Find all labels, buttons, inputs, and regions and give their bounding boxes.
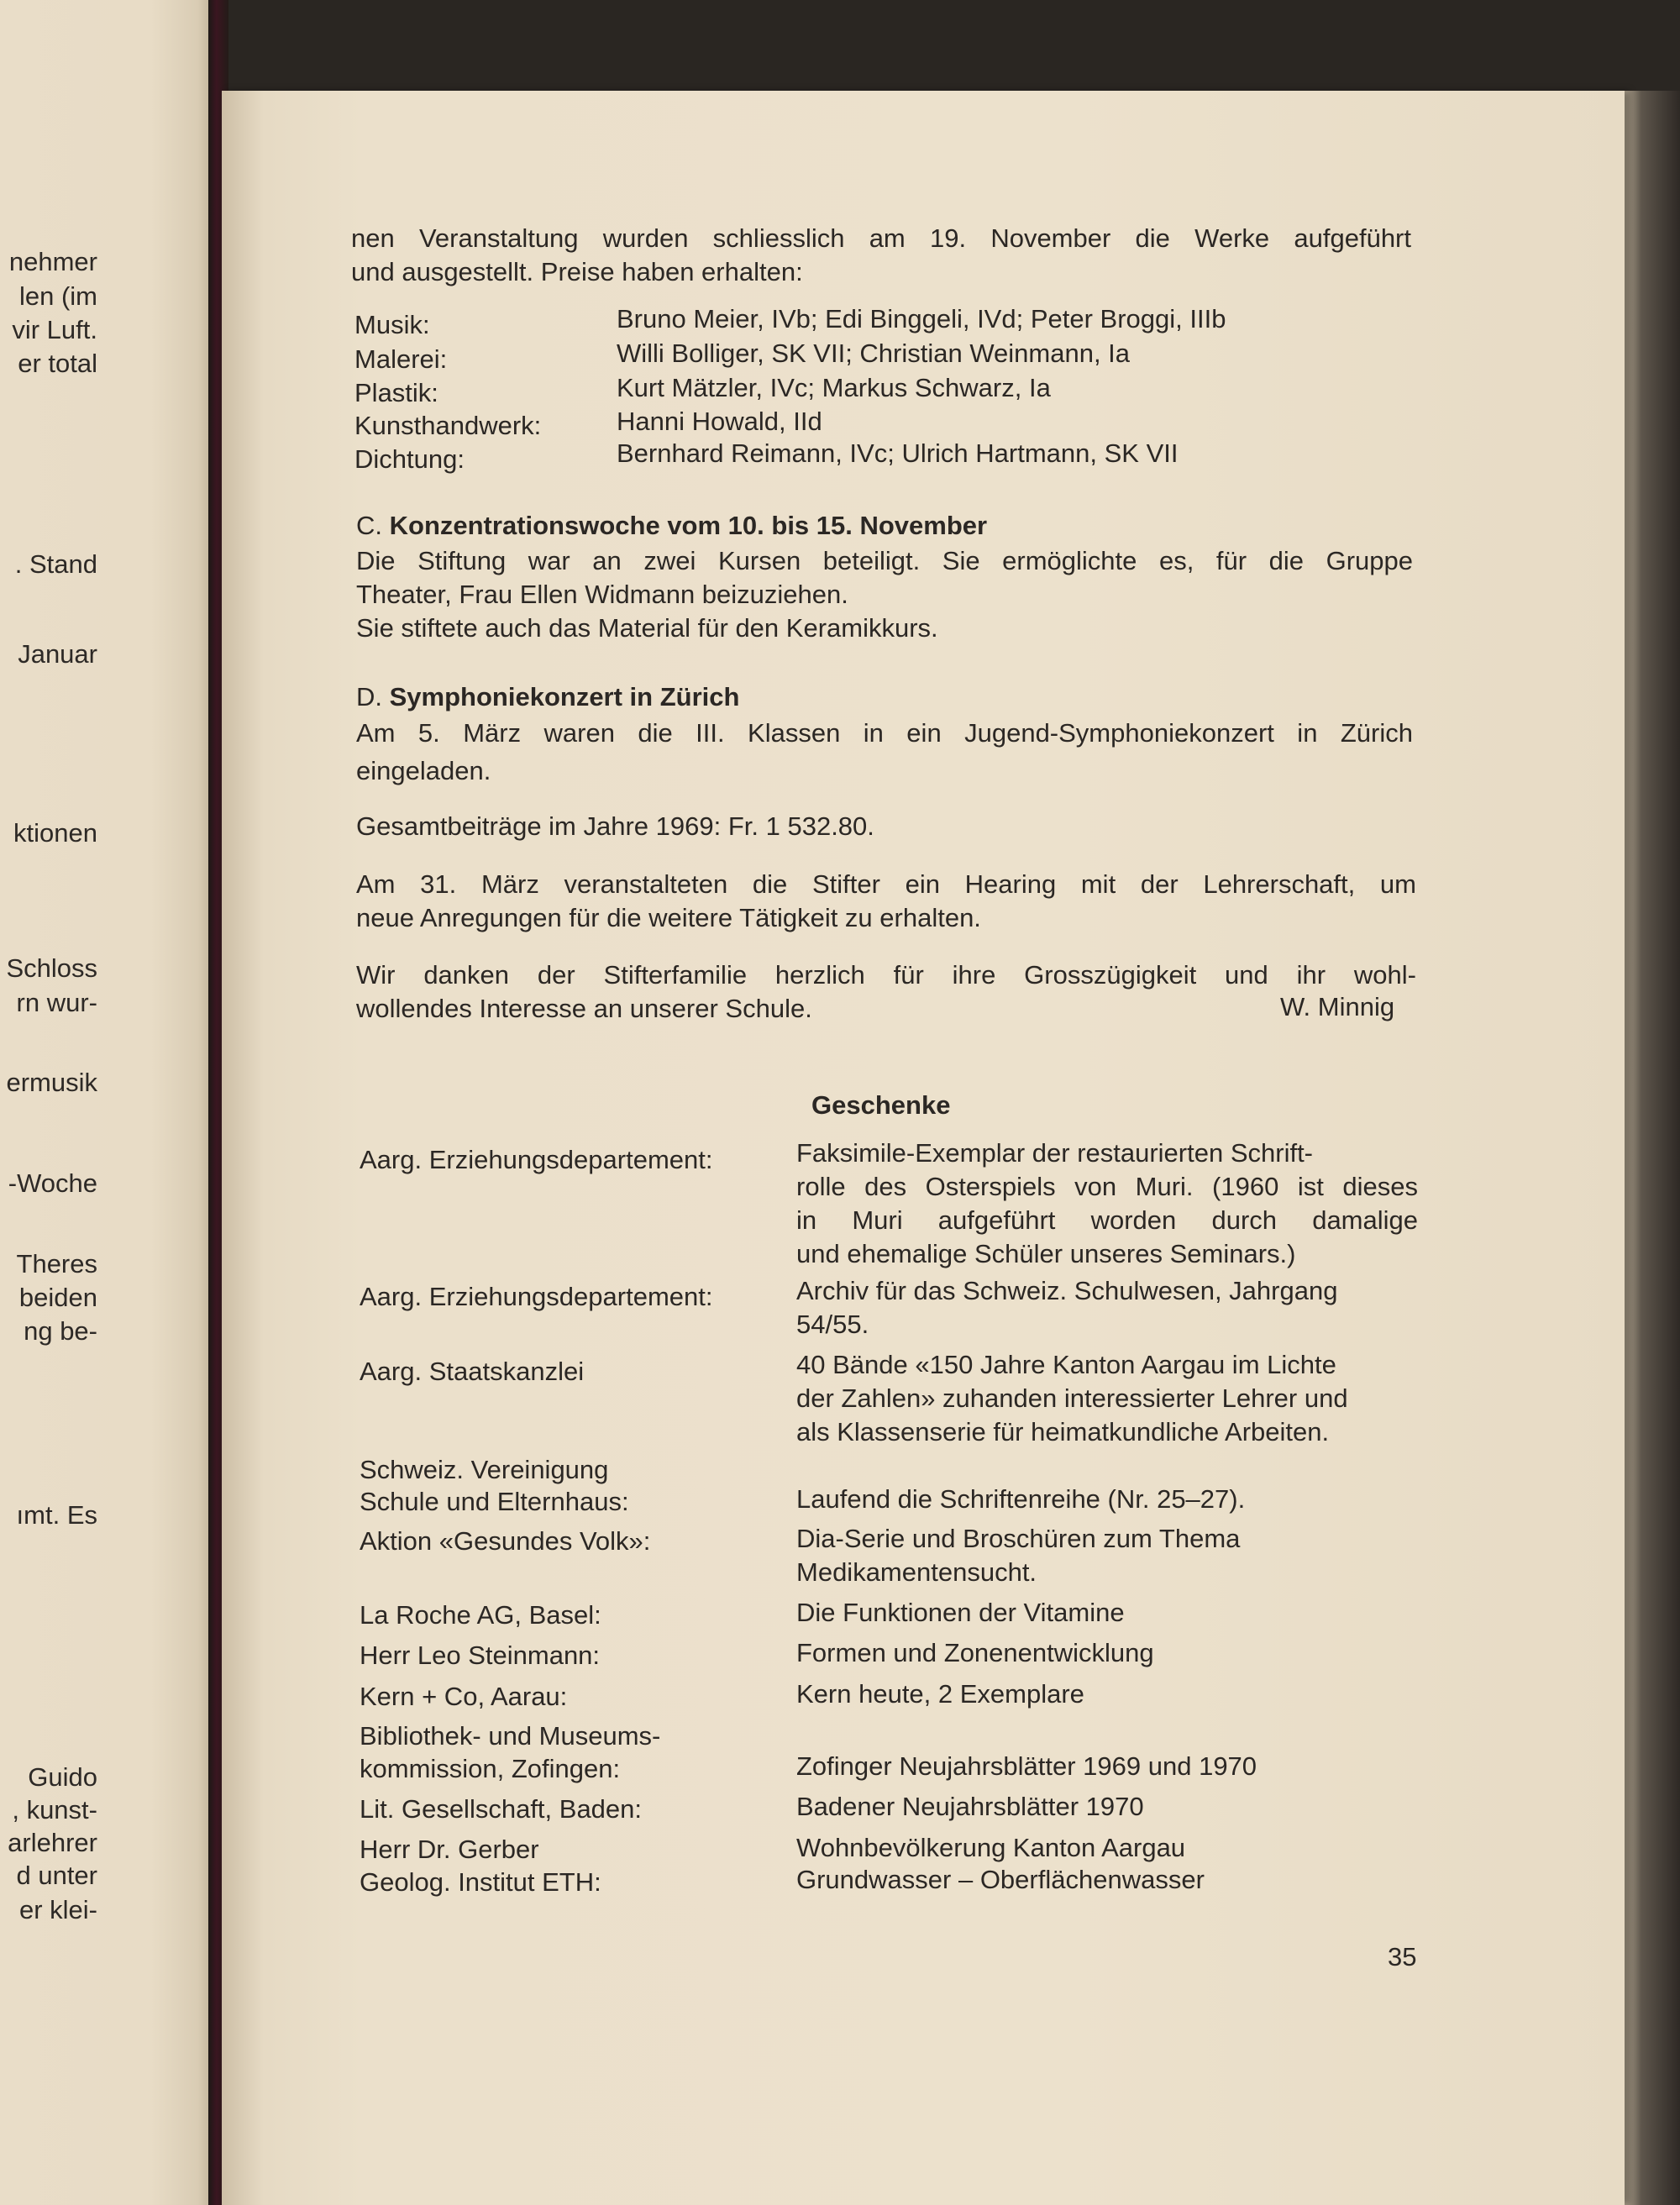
- left-fragment: . Stand: [14, 549, 97, 579]
- left-fragment: beiden: [18, 1283, 97, 1312]
- section-d-heading: [356, 680, 739, 714]
- body-line: Am 5. März waren die III. Klassen in ein Jugend-Symphoniekonzert in Zürich: [356, 718, 1413, 748]
- gift-line: Wohnbevölkerung Kanton Aargau: [796, 1833, 1186, 1862]
- gift-line: als Klassenserie für heimatkundliche Arbeiten.: [796, 1417, 1330, 1446]
- gift-line: Formen und Zonenentwicklung: [796, 1638, 1154, 1667]
- donor: Lit. Gesellschaft, Baden:: [360, 1794, 643, 1824]
- body-line: Sie stiftete auch das Material für den Keramikkurs.: [356, 613, 938, 643]
- left-page: [0, 0, 215, 2205]
- gift-line: Badener Neujahrsblätter 1970: [796, 1792, 1144, 1821]
- left-fragment: ng be-: [24, 1316, 97, 1346]
- signature: W. Minnig: [1280, 992, 1395, 1021]
- donor: Aarg. Staatskanzlei: [360, 1357, 585, 1386]
- left-fragment: d unter: [16, 1861, 97, 1890]
- gift-line: der Zahlen» zuhanden interessierter Lehrer und: [796, 1383, 1348, 1413]
- prize-winners: Kurt Mätzler, IVc; Markus Schwarz, Ia: [617, 373, 1051, 402]
- left-fragment: arlehrer: [8, 1828, 97, 1857]
- left-fragment: Schloss: [6, 953, 97, 983]
- donor: Schweiz. Vereinigung: [360, 1455, 609, 1484]
- left-fragment: er klei-: [18, 1895, 97, 1924]
- left-fragment: Theres: [16, 1249, 97, 1278]
- left-fragment: er total: [18, 349, 97, 378]
- gift-line: Dia-Serie und Broschüren zum Thema: [796, 1524, 1241, 1553]
- prize-winners: Willi Bolliger, SK VII; Christian Weinmann, Ia: [617, 339, 1131, 368]
- left-fragment: ktionen: [13, 818, 97, 848]
- prize-category: Dichtung:: [354, 444, 465, 474]
- donor: Aarg. Erziehungsdepartement:: [360, 1282, 713, 1311]
- donor: Geolog. Institut ETH:: [360, 1867, 601, 1897]
- section-c-heading: [356, 509, 987, 543]
- gift-line: Medikamentensucht.: [796, 1557, 1037, 1587]
- prize-category: Kunsthandwerk:: [354, 411, 542, 440]
- gift-line: Laufend die Schriftenreihe (Nr. 25–27).: [796, 1484, 1246, 1514]
- left-fragment: -Woche: [8, 1168, 97, 1198]
- body-line: Die Stiftung war an zwei Kursen beteiligt. Sie ermöglichte es, für die Gruppe: [356, 546, 1413, 575]
- donor: Schule und Elternhaus:: [360, 1487, 629, 1516]
- intro-line: und ausgestellt. Preise haben erhalten:: [351, 257, 803, 286]
- body-line: eingeladen.: [356, 756, 491, 785]
- prize-winners: Bruno Meier, IVb; Edi Binggeli, IVd; Peter Broggi, IIIb: [617, 304, 1226, 333]
- intro-line: nen Veranstaltung wurden schliesslich am 19. November die Werke aufgeführt: [351, 223, 1411, 253]
- gift-line: in Muri aufgeführt worden durch damalige: [796, 1205, 1418, 1235]
- body-line: Theater, Frau Ellen Widmann beizuziehen.: [356, 580, 848, 609]
- left-fragment: Guido: [28, 1762, 97, 1792]
- body-line: wollendes Interesse an unserer Schule.: [356, 994, 812, 1023]
- prize-winners: Bernhard Reimann, IVc; Ulrich Hartmann, SK VII: [617, 438, 1179, 468]
- donor: Kern + Co, Aarau:: [360, 1682, 568, 1711]
- left-fragment: nehmer: [8, 247, 97, 276]
- section-title: Konzentrationswoche vom 10. bis 15. November: [389, 511, 988, 540]
- gift-line: Grundwasser – Oberflächenwasser: [796, 1865, 1205, 1894]
- total-contributions: Gesamtbeiträge im Jahre 1969: Fr. 1 532.80.: [356, 811, 874, 841]
- donor: Bibliothek- und Museums-: [360, 1721, 661, 1751]
- left-fragment: ermusik: [6, 1068, 97, 1097]
- left-fragment: rn wur-: [16, 988, 97, 1017]
- donor: Aktion «Gesundes Volk»:: [360, 1526, 651, 1556]
- prize-winners: Hanni Howald, IId: [617, 407, 822, 436]
- left-fragment: ımt. Es: [16, 1500, 97, 1530]
- left-fragment: , kunst-: [12, 1795, 97, 1824]
- left-fragment: len (im: [18, 281, 97, 311]
- page-edge: [1625, 91, 1680, 2205]
- geschenke-title: Geschenke: [811, 1090, 951, 1120]
- gift-line: Die Funktionen der Vitamine: [796, 1598, 1125, 1627]
- donor: Herr Dr. Gerber: [360, 1835, 539, 1864]
- prize-category: Musik:: [354, 310, 430, 339]
- gift-line: und ehemalige Schüler unseres Seminars.): [796, 1239, 1296, 1268]
- left-fragment: vir Luft.: [12, 315, 97, 344]
- body-line: Wir danken der Stifterfamilie herzlich für ihre Grosszügigkeit und ihr wohl-: [356, 960, 1416, 990]
- gift-line: Zofinger Neujahrsblätter 1969 und 1970: [796, 1751, 1257, 1781]
- gift-line: Archiv für das Schweiz. Schulwesen, Jahrgang: [796, 1276, 1338, 1305]
- section-letter: D.: [356, 682, 382, 711]
- prize-category: Malerei:: [354, 344, 448, 374]
- left-fragment: Januar: [18, 639, 97, 669]
- gift-line: Faksimile-Exemplar der restaurierten Schrift-: [796, 1138, 1314, 1168]
- donor: kommission, Zofingen:: [360, 1754, 621, 1783]
- page-number: 35: [1388, 1942, 1417, 1971]
- gift-line: rolle des Osterspiels von Muri. (1960 ist dieses: [796, 1172, 1418, 1201]
- body-line: neue Anregungen für die weitere Tätigkeit zu erhalten.: [356, 903, 981, 932]
- gift-line: 40 Bände «150 Jahre Kanton Aargau im Lichte: [796, 1350, 1336, 1379]
- gift-line: 54/55.: [796, 1310, 869, 1339]
- prize-category: Plastik:: [354, 378, 438, 407]
- donor: Herr Leo Steinmann:: [360, 1641, 601, 1670]
- donor: La Roche AG, Basel:: [360, 1600, 601, 1630]
- section-title: Symphoniekonzert in Zürich: [389, 682, 740, 711]
- body-line: Am 31. März veranstalteten die Stifter ein Hearing mit der Lehrerschaft, um: [356, 869, 1416, 899]
- donor: Aarg. Erziehungsdepartement:: [360, 1145, 713, 1174]
- section-letter: C.: [356, 511, 382, 540]
- gift-line: Kern heute, 2 Exemplare: [796, 1679, 1084, 1709]
